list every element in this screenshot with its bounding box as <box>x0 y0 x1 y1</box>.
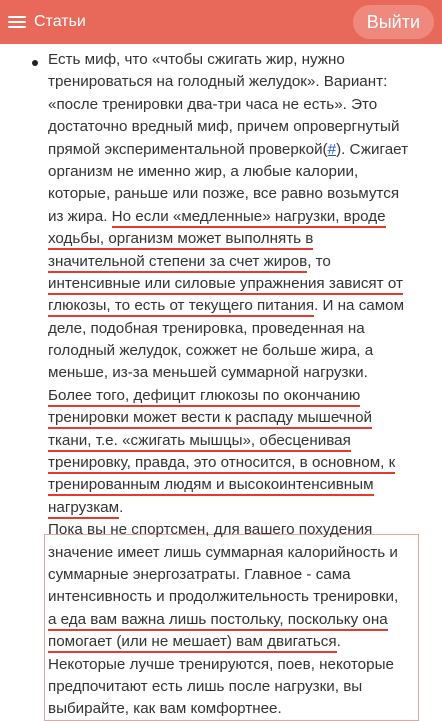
text-line <box>48 609 418 631</box>
text-line: глюкозы, то есть от текущего питания. И на самом <box>48 295 418 317</box>
text-line: значение имеет лишь суммарная калорийность и <box>48 543 398 561</box>
text-line: прямой экспериментальной проверкой(#). Сжигает <box>48 140 409 158</box>
text-line <box>48 452 418 474</box>
text-line: «после тренировки два-три часа не есть». Это <box>48 95 378 113</box>
text-line <box>48 385 418 407</box>
text-line <box>48 228 418 250</box>
text-line <box>48 474 418 496</box>
text-line <box>48 407 418 429</box>
article-paragraph <box>48 49 418 721</box>
text-line: меньше, из-за меньшей суммарной нагрузки. <box>48 364 368 382</box>
text-line: деле, подобная тренировка, проведенная на <box>48 319 365 337</box>
text-line: значительной степени за счет жиров, то <box>48 251 418 273</box>
logout-button[interactable]: Выйти <box>353 5 434 39</box>
underlined-text: тренировку, правда, это относится, в основном, к <box>48 454 395 474</box>
articles-menu-button[interactable] <box>8 13 86 31</box>
underlined-text: нагрузкам <box>48 499 119 519</box>
underlined-text: значительной степени за счет жиров <box>48 253 307 273</box>
articles-menu-label: Статьи <box>34 13 86 30</box>
underlined-text: Более того, дефицит глюкозы по окончанию <box>48 387 360 407</box>
text-line: которые, раньше или позже, все равно возьмутся <box>48 185 400 203</box>
text-line: тренироваться на голодный желудок». Вариант: <box>48 73 388 91</box>
text-line: Некоторые лучше тренируются, поев, некоторые <box>48 655 394 673</box>
underlined-text: тренированным людям и высокоинтенсивным <box>48 476 374 496</box>
text-line: выбирайте, как вам комфортнее. <box>48 700 282 718</box>
text-line: достаточно вредный миф, причем опровергнутый <box>48 118 400 136</box>
reference-link[interactable]: # <box>327 140 337 158</box>
text-line: предпочитают есть лишь после нагрузки, вы <box>48 677 363 695</box>
text-line: из жира. Но если «медленные» нагрузки, вроде <box>48 206 418 228</box>
list-bullet <box>32 60 38 66</box>
text-line: Есть миф, что «чтобы сжигать жир, нужно <box>48 51 345 68</box>
text-line <box>48 430 418 452</box>
underlined-text: помогает (или не мешает) вам двигаться <box>48 633 337 653</box>
underlined-text: Но если «медленные» нагрузки, вроде <box>112 208 386 228</box>
text-line: голодный желудок, сожжет не больше жира, а <box>48 342 374 360</box>
underlined-text: ходьбы, организм может выполнять в <box>48 230 313 250</box>
underlined-text: глюкозы, то есть от текущего питания <box>48 297 314 317</box>
underlined-text: а еда вам важна лишь постольку, поскольку она <box>48 611 388 631</box>
text-line <box>48 273 418 295</box>
text-line: суммарные энергозатраты. Главное - сама <box>48 565 351 583</box>
hamburger-menu-icon <box>8 15 26 29</box>
text-line: помогает (или не мешает) вам двигаться. <box>48 631 418 653</box>
text-line: организм не именно жир, а любые калории, <box>48 162 359 180</box>
text-line: интенсивность и продолжительность тренировки, <box>48 588 399 606</box>
underlined-text: ткани, т.е. «сжигать мышцы», обесценивая <box>48 432 351 452</box>
underlined-text: интенсивные или силовые упражнения зависят от <box>48 275 403 295</box>
text-line: Пока вы не спортсмен, для вашего похудения <box>48 521 373 539</box>
top-app-bar <box>0 0 442 44</box>
underlined-text: тренировки может вести к распаду мышечной <box>48 409 372 429</box>
text-line: нагрузкам. <box>48 497 418 519</box>
